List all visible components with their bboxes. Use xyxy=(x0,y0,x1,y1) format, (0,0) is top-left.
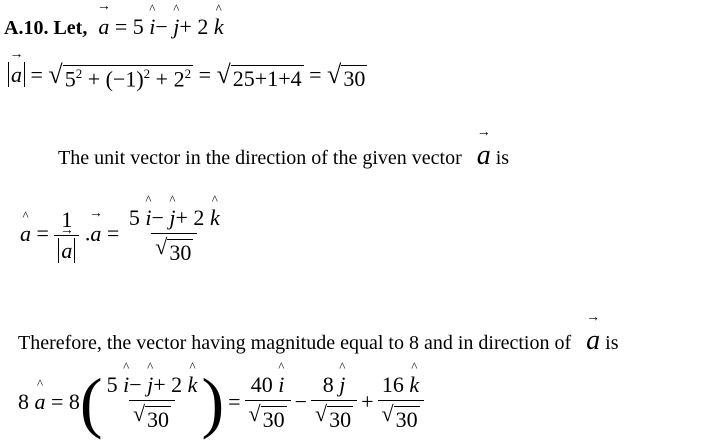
problem-header xyxy=(4,14,224,40)
problem-label: A.10. Let, xyxy=(4,17,88,39)
term-8j: 8 ^ j √ 30 xyxy=(311,372,357,433)
right-paren: ) xyxy=(201,364,225,440)
a-hat: ^ a xyxy=(20,221,31,247)
sqrt-25-1-4: √ 25+1+4 xyxy=(216,60,302,92)
vector-a-symbol: → a xyxy=(586,325,600,357)
result-text: Therefore, the vector having magnitude equal to 8 and in direction of xyxy=(18,332,572,354)
result-suffix: is xyxy=(605,332,619,354)
vector-a-symbol: → a xyxy=(477,140,491,172)
sqrt-30: √ 30 xyxy=(327,60,366,92)
term-40i: 40 ^ i √ 30 xyxy=(245,372,291,433)
unit-i: ^ i xyxy=(149,14,155,40)
vector-a-symbol: → a xyxy=(11,62,22,88)
term-16k: 16 ^ k √ 30 xyxy=(378,372,424,433)
vector-a-definition: → a = 5 ^ i− ^ j+ 2 ^ k xyxy=(98,14,223,39)
statement-text: The unit vector in the direction of the given vector xyxy=(58,147,462,169)
unit-vector-fraction: 5 ^ i− ^ j+ 2 ^ k √ 30 xyxy=(125,205,224,266)
unit-k: ^ k xyxy=(214,14,224,40)
sqrt-sum-squares: √ $5^2 + (-1)^2 + 2^2$ xyxy=(48,60,192,92)
result-statement xyxy=(18,325,618,357)
one-over-mag: 1 → a xyxy=(54,207,79,264)
vector-a-symbol: → a xyxy=(98,14,109,40)
result-equation: 8 ^ a = 8 ( 5 ^ i− ^ j+ 2 ^ k √ 30 ) = 40 ^ i √ 30 − 8 ^ j √ 30 + 16 ^ k √ 30 xyxy=(18,368,424,436)
magnitude-equation: → a = √ $5^2 + (-1)^2 + 2^2$ = √ 25+1+4 = √ 30 xyxy=(8,62,367,92)
unit-vector-statement xyxy=(58,140,509,172)
unit-j: ^ j xyxy=(173,14,179,40)
result-inner-fraction: 5 ^ i− ^ j+ 2 ^ k √ 30 xyxy=(103,372,202,433)
unit-vector-equation: ^ a = 1 → a .→ a = 5 ^ i− ^ j+ 2 ^ k √ 30 xyxy=(20,205,224,266)
left-paren: ( xyxy=(79,364,103,440)
magnitude-a xyxy=(8,62,25,87)
statement-suffix: is xyxy=(495,147,510,169)
